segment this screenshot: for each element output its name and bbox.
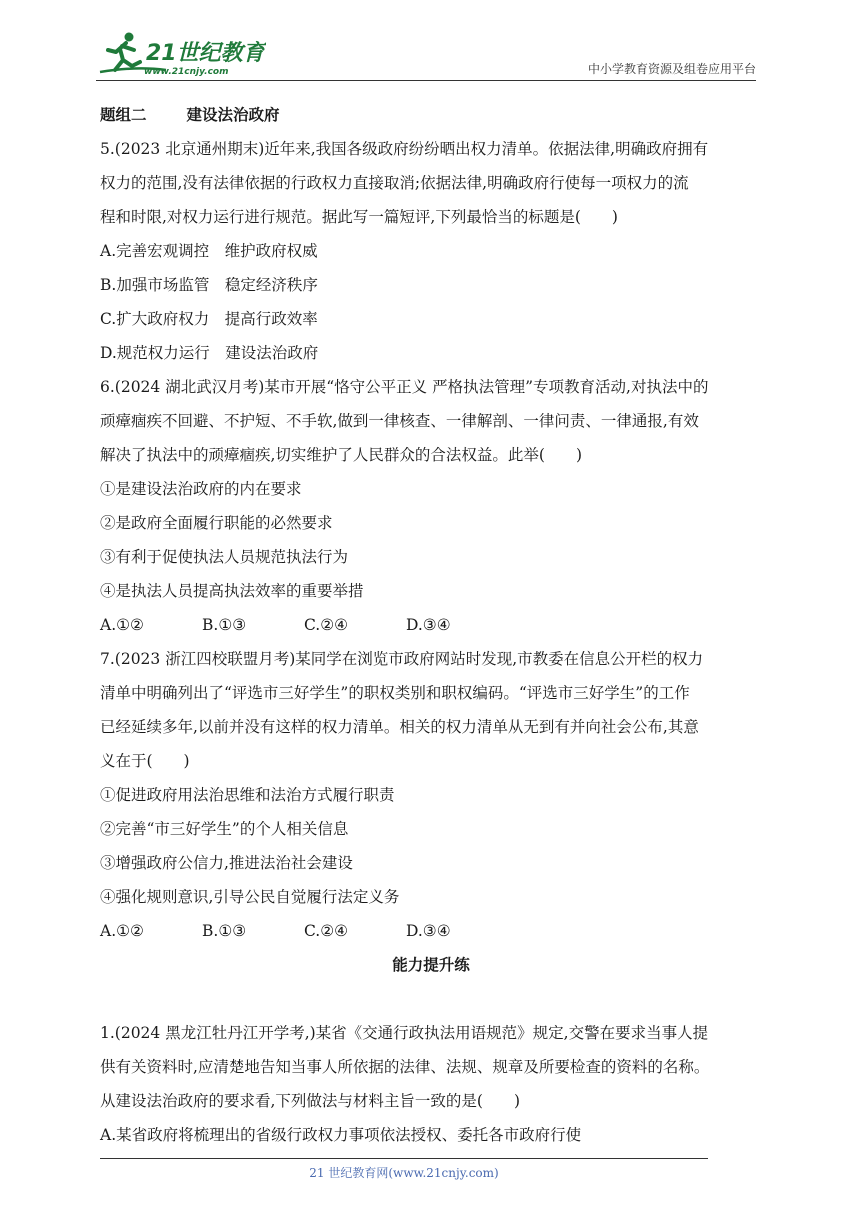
answer-choices xyxy=(100,608,762,642)
choice-d: D.③④ xyxy=(406,616,451,634)
statement-2: ②是政府全面履行职能的必然要求 xyxy=(100,514,333,532)
section-title: 能力提升练 xyxy=(392,956,470,974)
question-line: 5.(2023 北京通州期末)近年来,我国各级政府纷纷晒出权力清单。依据法律,明确政府拥有 xyxy=(100,140,709,158)
statement-1: ①是建设法治政府的内在要求 xyxy=(100,480,302,498)
footer-text: 21 世纪教育网(www.21cnjy.com) xyxy=(309,1166,499,1180)
option-c: C.扩大政府权力 提高行政效率 xyxy=(100,310,318,328)
statement-3: ③增强政府公信力,推进法治社会建设 xyxy=(100,854,353,872)
group-title: 建设法治政府 xyxy=(186,106,280,124)
option-d: D.规范权力运行 建设法治政府 xyxy=(100,344,319,362)
question-5 xyxy=(100,132,762,370)
choice-b: B.①③ xyxy=(202,922,247,940)
footer-divider xyxy=(100,1158,708,1159)
document-body xyxy=(100,98,762,1152)
question-7 xyxy=(100,642,762,948)
brand-logo xyxy=(96,30,266,78)
group-label: 题组二 xyxy=(100,106,147,124)
question-line: 6.(2024 湖北武汉月考)某市开展“恪守公平正义 严格执法管理”专项教育活动,对执法中的 xyxy=(100,378,709,396)
choice-d: D.③④ xyxy=(406,922,451,940)
choice-b: B.①③ xyxy=(202,616,247,634)
option-a: A.某省政府将梳理出的省级行政权力事项依法授权、委托各市政府行使 xyxy=(100,1126,582,1144)
question-line: 程和时限,对权力运行进行规范。据此写一篇短评,下列最恰当的标题是( ) xyxy=(100,208,618,226)
question-line: 清单中明确列出了“评选市三好学生”的职权类别和职权编码。“评选市三好学生”的工作 xyxy=(100,684,690,702)
question-line: 7.(2023 浙江四校联盟月考)某同学在浏览市政府网站时发现,市教委在信息公开栏的权力 xyxy=(100,650,704,668)
choice-c: C.②④ xyxy=(304,922,349,940)
question-line: 已经延续多年,以前并没有这样的权力清单。相关的权力清单从无到有并向社会公布,其意 xyxy=(100,718,699,736)
statement-1: ①促进政府用法治思维和法治方式履行职责 xyxy=(100,786,395,804)
question-line: 义在于( ) xyxy=(100,752,190,770)
statement-2: ②完善“市三好学生”的个人相关信息 xyxy=(100,820,349,838)
svg-text:21世纪教育: 21世纪教育 xyxy=(146,41,265,66)
option-a: A.完善宏观调控 维护政府权威 xyxy=(100,242,318,260)
question-line: 顽瘴痼疾不回避、不护短、不手软,做到一律核查、一律解剖、一律问责、一律通报,有效 xyxy=(100,412,699,430)
statement-4: ④是执法人员提高执法效率的重要举措 xyxy=(100,582,364,600)
answer-choices xyxy=(100,914,762,948)
option-b: B.加强市场监管 稳定经济秩序 xyxy=(100,276,318,294)
question-line: 权力的范围,没有法律依据的行政权力直接取消;依据法律,明确政府行使每一项权力的流 xyxy=(100,174,689,192)
question-line: 供有关资料时,应清楚地告知当事人所依据的法律、法规、规章及所要检查的资料的名称。 xyxy=(100,1058,710,1076)
header-platform-text: 中小学教育资源及组卷应用平台 xyxy=(587,62,756,76)
question-1 xyxy=(100,1016,762,1152)
page-header xyxy=(96,30,756,81)
question-line: 从建设法治政府的要求看,下列做法与材料主旨一致的是( ) xyxy=(100,1092,521,1110)
choice-a: A.①② xyxy=(100,922,144,940)
choice-c: C.②④ xyxy=(304,616,349,634)
group-heading xyxy=(100,98,762,132)
question-line: 解决了执法中的顽瘴痼疾,切实维护了人民群众的合法权益。此举( ) xyxy=(100,446,583,464)
svg-text:www.21cnjy.com: www.21cnjy.com xyxy=(144,67,229,77)
choice-a: A.①② xyxy=(100,616,144,634)
question-line: 1.(2024 黑龙江牡丹江开学考,)某省《交通行政执法用语规范》规定,交警在要求当事人提 xyxy=(100,1024,709,1042)
statement-3: ③有利于促使执法人员规范执法行为 xyxy=(100,548,349,566)
statement-4: ④强化规则意识,引导公民自觉履行法定义务 xyxy=(100,888,400,906)
question-6 xyxy=(100,370,762,642)
